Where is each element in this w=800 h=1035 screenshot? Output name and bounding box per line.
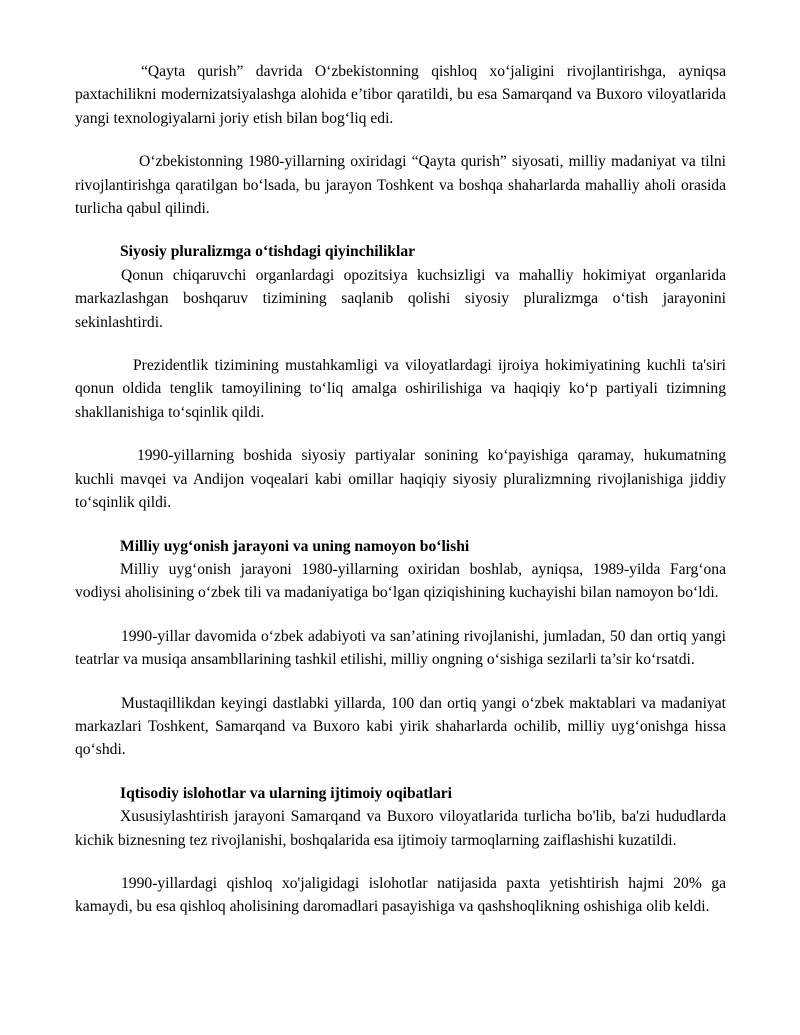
paragraph-new-schools: Mustaqillikdan keyingi dastlabki yillarda, 100 dan ortiq yangi o‘zbek maktablari va madaniyat markazlari Toshkent, Samarqand va Buxoro kabi yirik shaharlarda ochilib, milliy uyg‘onishga hissa qo‘shdi. [75, 694, 726, 759]
section-heading-economic-reforms: Iqtisodiy islohotlar va ularning ijtimoiy oqibatlari [120, 784, 452, 802]
paragraph-agricultural-reforms: 1990-yillardagi qishloq xo'jaligidagi islohotlar natijasida paxta yetishtirish hajmi 20% ga kamaydi, bu esa qishloq aholisining daromadlari pasayishiga va qashshoqlikning oshishiga olib keldi. [75, 874, 726, 916]
paragraph-privatization: Xususiylashtirish jarayoni Samarqand va Buxoro viloyatlarida turlicha bo'lib, ba'zi hududlarda kichik biznesning tez rivojlanishi, boshqalarida esa ijtimoiy tarmoqlarning zaiflashishi kuzatildi. [75, 808, 726, 849]
paragraph-party-growth: 1990-yillarning boshida siyosiy partiyalar sonining ko‘payishiga qaramay, hukumatning kuchli mavqei va Andijon voqealari kabi omillar haqiqiy siyosiy pluralizmning rivojlanishiga jiddiy to‘sqinlik qildi. [75, 447, 726, 512]
paragraph-awakening-start: Milliy uyg‘onish jarayoni 1980-yillarning oxiridan boshlab, ayniqsa, 1989-yilda Farg‘ona vodiysi aholisining o‘zbek tili va madaniyatiga bo‘lgan qiziqishining kuchayishi bilan namoyon bo‘ldi. [75, 560, 726, 602]
paragraph-presidential-system: Prezidentlik tizimining mustahkamligi va viloyatlardagi ijroiya hokimiyatining kuchli ta'siri qonun oldida tenglik tamoyilining to‘liq amalga oshirilishiga va haqiqiy ko‘p partiyali tizimning shakllanishiga to‘sqinlik qildi. [75, 357, 726, 421]
paragraph-qayta-qurish-agriculture: “Qayta qurish” davrida O‘zbekistonning qishloq xo‘jaligini rivojlantirishga, ayniqsa paxtachilikni modernizatsiyalashga alohida e’tibor qaratildi, bu esa Samarqand va Buxoro viloyatlarida yangi texnologiyalarni joriy etish bilan bog‘liq edi. [75, 63, 726, 127]
document-page [75, 60, 726, 919]
paragraph-qayta-qurish-policy: O‘zbekistonning 1980-yillarning oxiridagi “Qayta qurish” siyosati, milliy madaniyat va tilni rivojlantirishga qaratilgan bo‘lsada, bu jarayon Toshkent va boshqa shaharlarda mahalliy aholi orasida turlicha qabul qilindi. [75, 153, 726, 218]
section-heading-national-awakening: Milliy uyg‘onish jarayoni va uning namoyon bo‘lishi [120, 537, 470, 555]
section-heading-political-pluralism: Siyosiy pluralizmga o‘tishdagi qiyinchiliklar [120, 243, 416, 261]
paragraph-literature-art: 1990-yillar davomida o‘zbek adabiyoti va san’atining rivojlanishi, jumladan, 50 dan ortiq yangi teatrlar va musiqa ansambllarining tashkil etilishi, milliy ongning o‘sishiga sezilarli ta’sir ko‘rsatdi. [75, 627, 726, 669]
paragraph-opposition-weakness: Qonun chiqaruvchi organlardagi opozitsiya kuchsizligi va mahalliy hokimiyat organlarida markazlashgan boshqaruv tizimining saqlanib qolishi siyosiy pluralizmga o‘tish jarayonini sekinlashtirdi. [75, 266, 726, 331]
